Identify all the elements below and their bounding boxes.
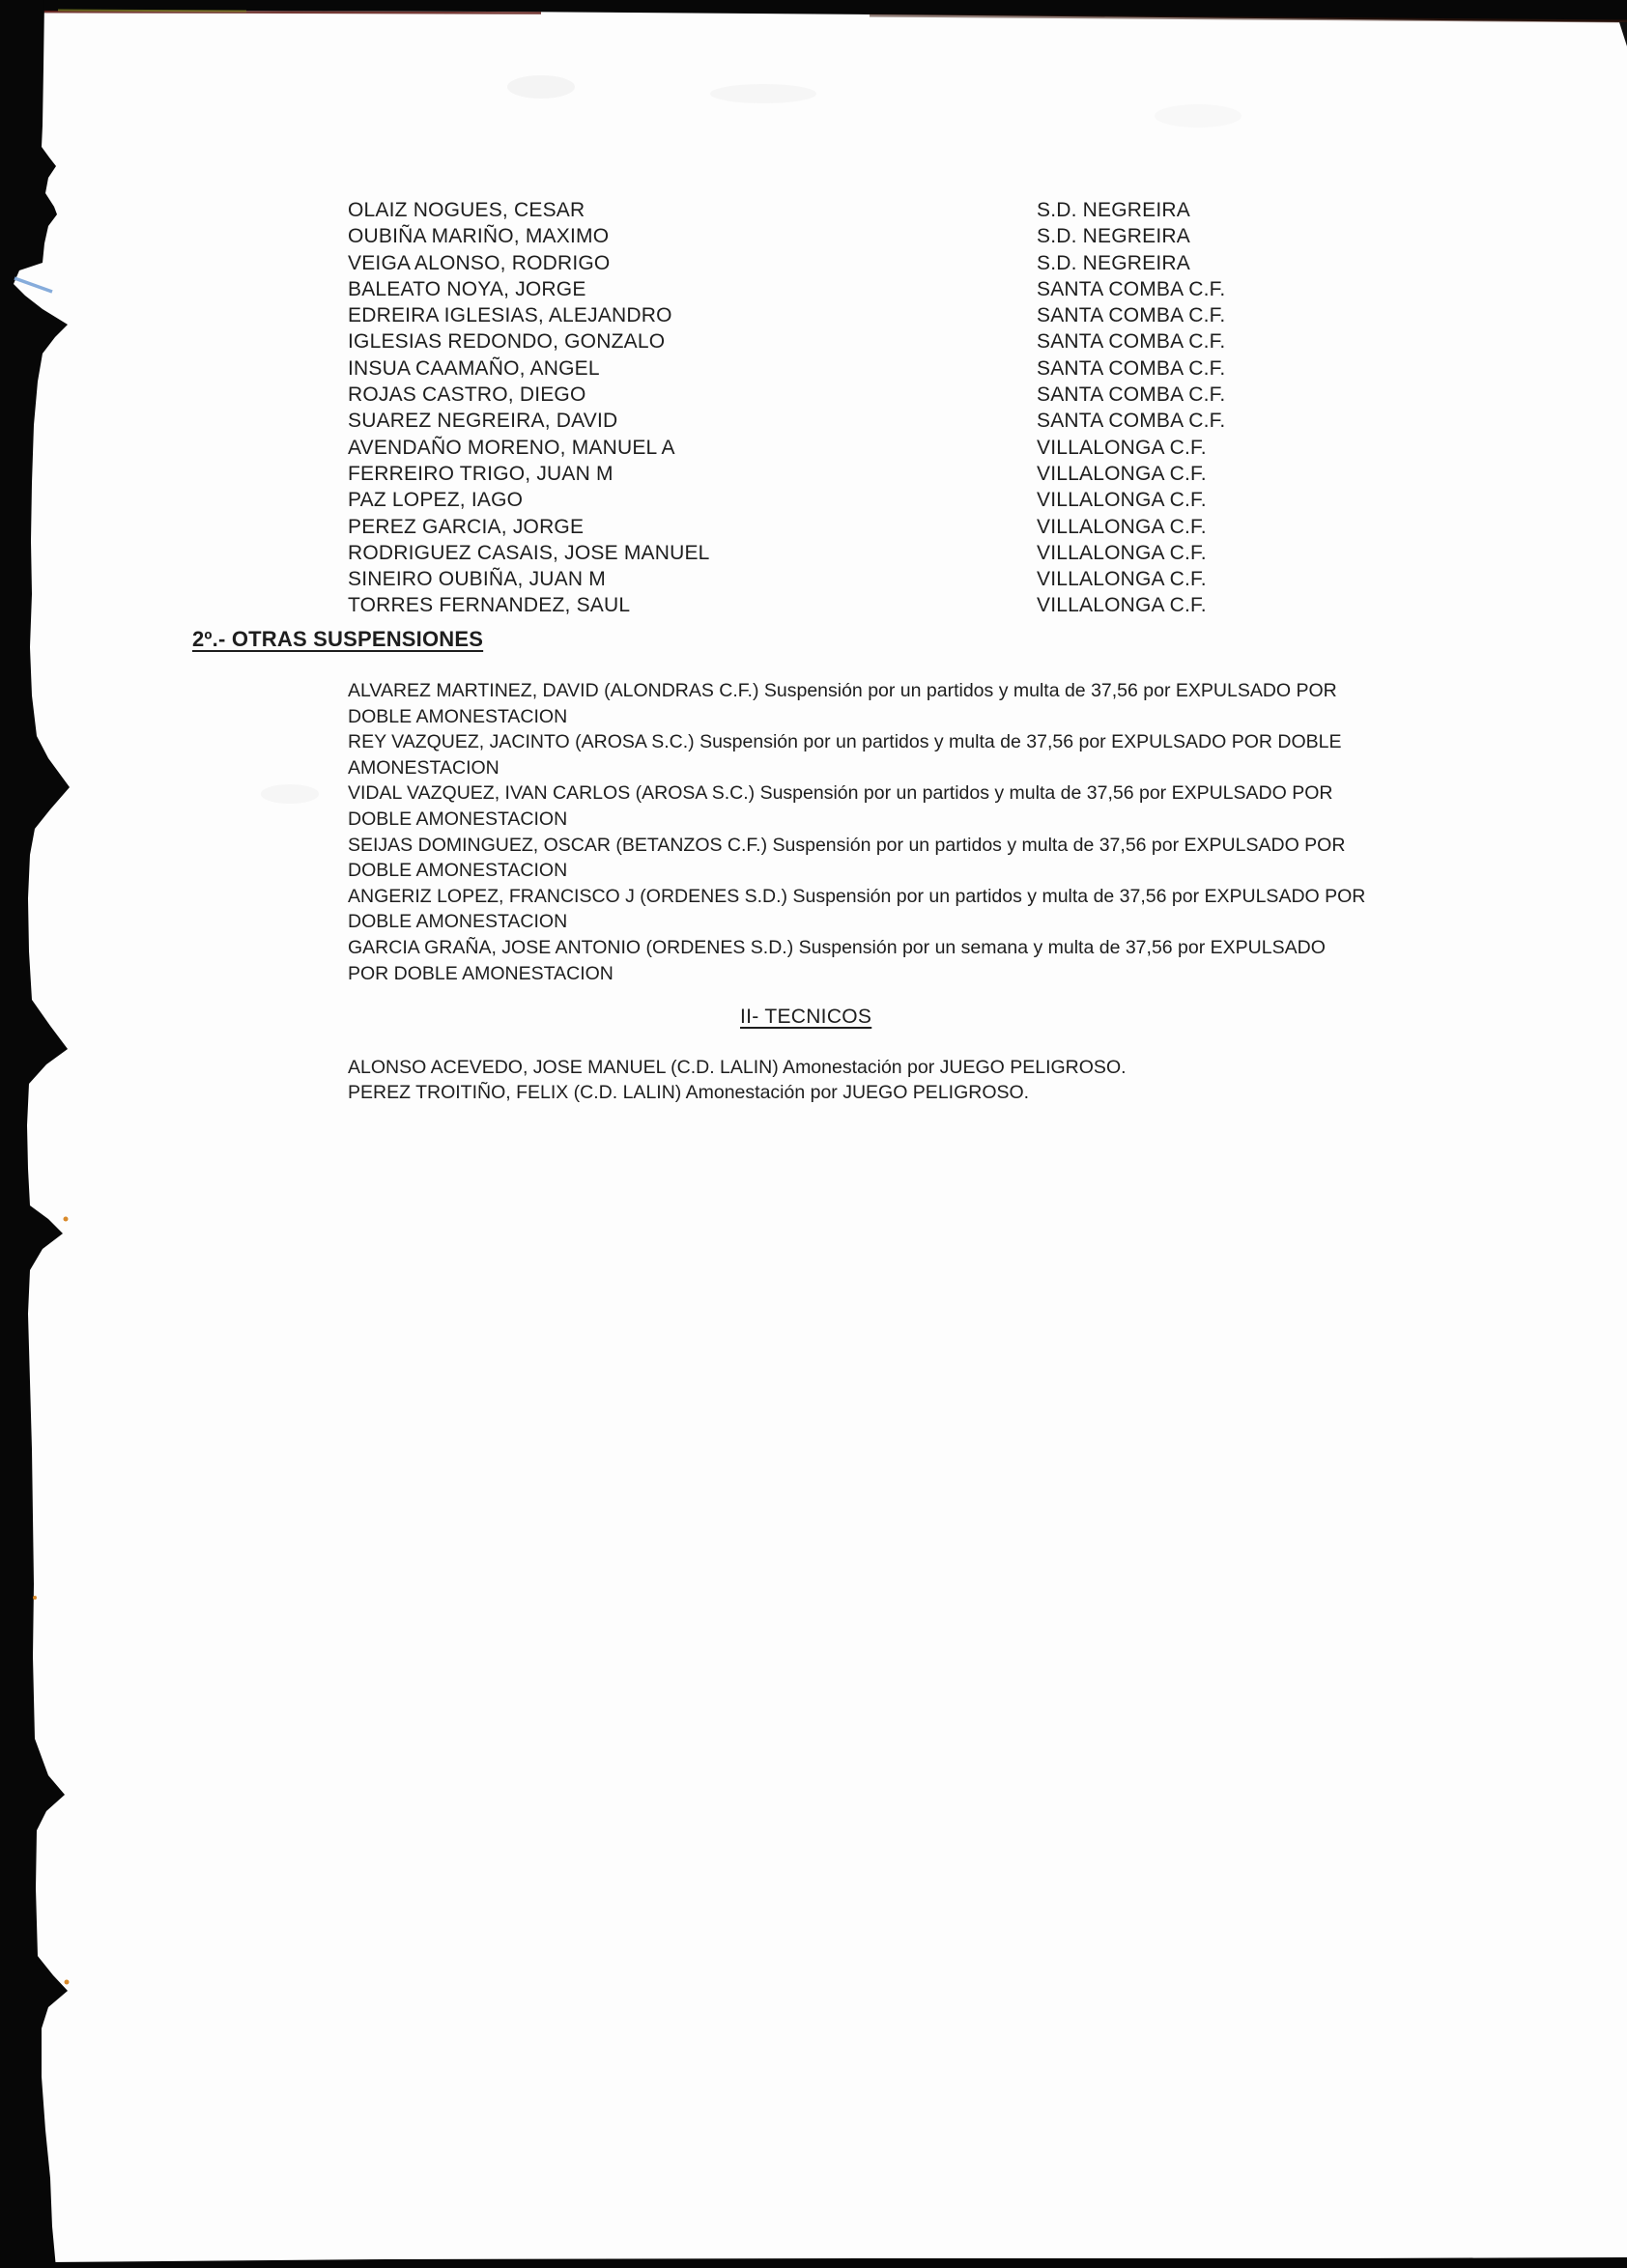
player-name: PAZ LOPEZ, IAGO [348,489,524,512]
scan-bottom-band [48,2257,1627,2268]
roster-row [348,250,1225,276]
scan-smudge [710,84,816,103]
club-name: VILLALONGA C.F. [1037,436,1207,459]
suspension-line: SEIJAS DOMINGUEZ, OSCAR (BETANZOS C.F.) Suspensión por un partidos y multa de 37,56 por EXPULSADO POR [348,834,1346,856]
club-name: VILLALONGA C.F. [1037,489,1207,512]
tecnico-entry: ALONSO ACEVEDO, JOSE MANUEL (C.D. LALIN) Amonestación por JUEGO PELIGROSO. [348,1057,1127,1078]
roster-row [348,328,1225,354]
suspension-entry [348,833,1365,884]
club-name: SANTA COMBA C.F. [1037,410,1226,433]
suspension-entry [348,729,1365,780]
otras-suspensiones-heading: 2º.- OTRAS SUSPENSIONES [192,627,484,651]
scan-smudge [261,784,319,804]
scan-orange-speck [65,1980,70,1985]
roster-row [348,592,1225,618]
suspension-line: GARCIA GRAÑA, JOSE ANTONIO (ORDENES S.D.) Suspensión por un semana y multa de 37,56 por EXPULSADO [348,936,1326,958]
otras-suspensiones-list [348,678,1365,986]
suspension-entry [348,935,1365,986]
roster-row [348,223,1225,249]
suspension-entry [348,780,1365,832]
roster-row [348,197,1225,223]
suspension-entry [348,884,1365,935]
roster-row [348,487,1225,513]
player-name: FERREIRO TRIGO, JUAN M [348,462,614,485]
player-name: TORRES FERNANDEZ, SAUL [348,594,631,617]
club-name: SANTA COMBA C.F. [1037,330,1226,354]
player-name: RODRIGUEZ CASAIS, JOSE MANUEL [348,541,710,564]
club-name: SANTA COMBA C.F. [1037,356,1226,380]
suspension-line: DOBLE AMONESTACION [348,911,568,933]
club-name: VILLALONGA C.F. [1037,568,1207,591]
scan-green-line [58,11,246,12]
club-name: VILLALONGA C.F. [1037,462,1207,485]
club-name: SANTA COMBA C.F. [1037,383,1226,407]
tecnicos-heading: II- TECNICOS [740,1006,872,1028]
roster-row [348,461,1225,487]
scan-smudge [1155,104,1242,128]
player-name: IGLESIAS REDONDO, GONZALO [348,330,666,354]
suspension-line: REY VAZQUEZ, JACINTO (AROSA S.C.) Suspensión por un partidos y multa de 37,56 por EXPULSADO POR DOBLE [348,731,1342,753]
club-name: SANTA COMBA C.F. [1037,277,1226,300]
roster-row [348,540,1225,566]
roster-row [348,276,1225,302]
player-name: VEIGA ALONSO, RODRIGO [348,251,611,274]
club-name: S.D. NEGREIRA [1037,199,1190,221]
scan-red-line [0,12,541,14]
suspension-line: ANGERIZ LOPEZ, FRANCISCO J (ORDENES S.D.) Suspensión por un partidos y multa de 37,56 por EXPULSADO POR [348,885,1366,907]
club-name: S.D. NEGREIRA [1037,225,1190,248]
player-name: PEREZ GARCIA, JORGE [348,515,585,538]
suspension-line: DOBLE AMONESTACION [348,860,568,882]
tecnico-entry: PEREZ TROITIÑO, FELIX (C.D. LALIN) Amonestación por JUEGO PELIGROSO. [348,1081,1030,1103]
roster-row [348,408,1225,434]
scan-corner-sliver [1619,22,1627,46]
suspension-line: VIDAL VAZQUEZ, IVAN CARLOS (AROSA S.C.) Suspensión por un partidos y multa de 37,56 por EXPULSADO POR [348,782,1333,805]
suspension-line: DOBLE AMONESTACION [348,808,568,830]
roster-row [348,355,1225,382]
player-name: ROJAS CASTRO, DIEGO [348,383,586,407]
roster-row [348,566,1225,592]
suspension-line: ALVAREZ MARTINEZ, DAVID (ALONDRAS C.F.) Suspensión por un partidos y multa de 37,56 por EXPULSADO POR [348,680,1337,701]
club-name: SANTA COMBA C.F. [1037,304,1226,327]
club-name: S.D. NEGREIRA [1037,251,1190,274]
club-name: VILLALONGA C.F. [1037,515,1207,538]
club-name: VILLALONGA C.F. [1037,541,1207,564]
scan-smudge [507,75,575,99]
suspension-line: POR DOBLE AMONESTACION [348,962,614,984]
player-name: OLAIZ NOGUES, CESAR [348,199,585,221]
roster-row [348,382,1225,408]
sanctions-roster [348,197,1225,619]
club-name: VILLALONGA C.F. [1037,594,1207,617]
suspension-line: DOBLE AMONESTACION [348,705,568,727]
scan-orange-speck [64,1217,69,1222]
player-name: SUAREZ NEGREIRA, DAVID [348,410,618,433]
player-name: BALEATO NOYA, JORGE [348,277,586,300]
scan-left-edge [0,0,70,2268]
roster-row [348,302,1225,328]
scan-blue-streak [14,278,52,292]
scan-top-band [0,0,1627,22]
roster-row [348,514,1225,540]
player-name: INSUA CAAMAÑO, ANGEL [348,356,600,380]
suspension-entry [348,678,1365,729]
tecnicos-list [348,1056,1127,1105]
player-name: OUBIÑA MARIÑO, MAXIMO [348,225,610,248]
roster-row [348,435,1225,461]
player-name: AVENDAÑO MORENO, MANUEL A [348,436,675,459]
player-name: SINEIRO OUBIÑA, JUAN M [348,568,606,591]
suspension-line: AMONESTACION [348,756,500,779]
player-name: EDREIRA IGLESIAS, ALEJANDRO [348,304,672,327]
scan-orange-speck [33,1596,37,1600]
scan-brown-line [870,15,1627,21]
